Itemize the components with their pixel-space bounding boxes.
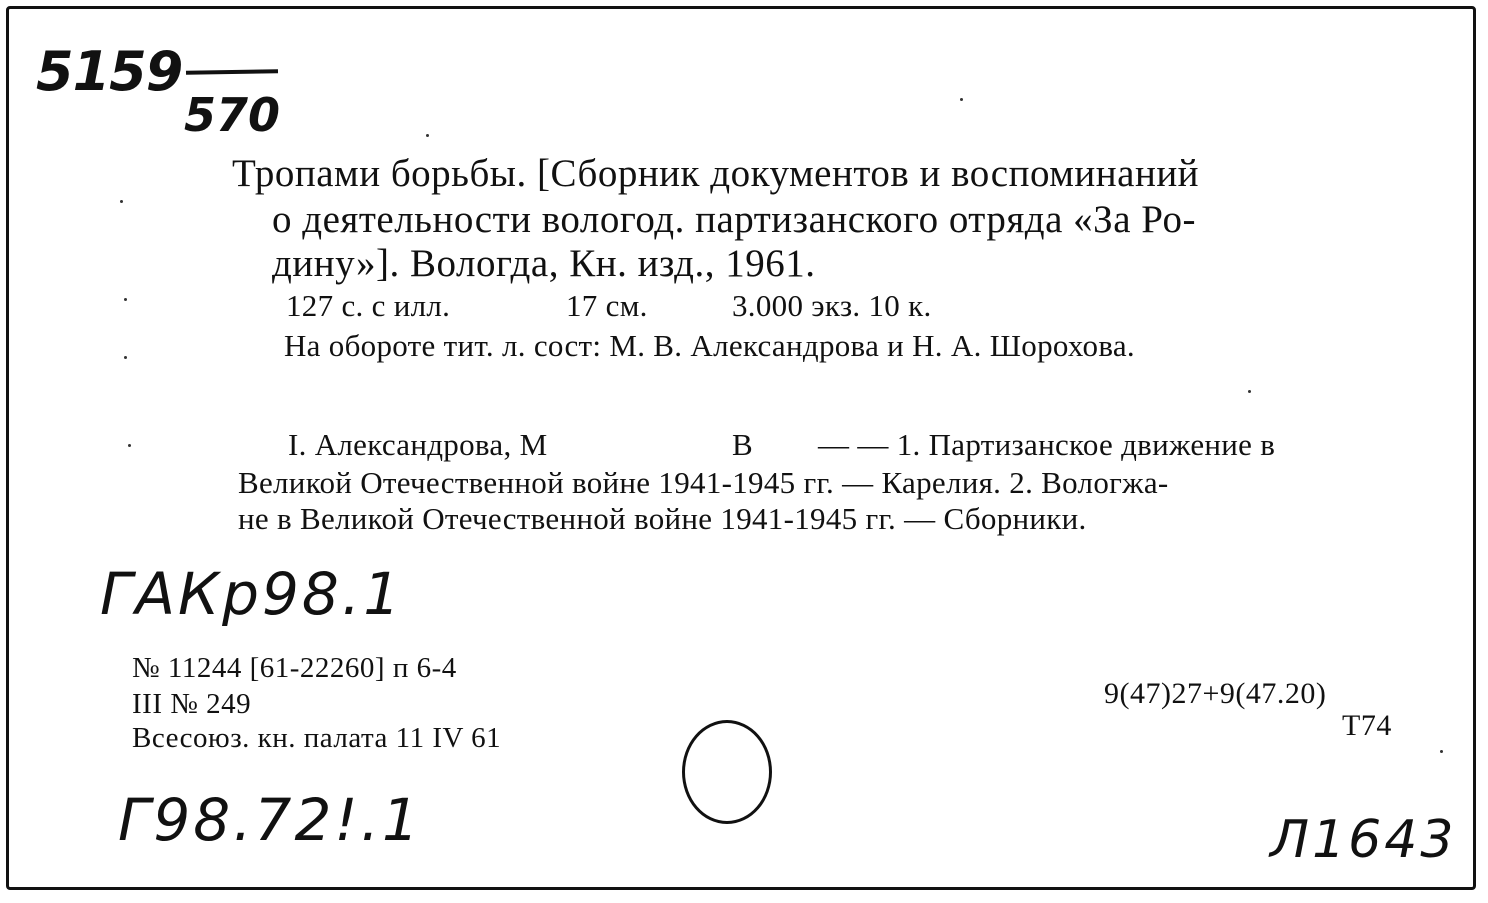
- subject-line-2: Великой Отечественной войне 1941-1945 гг. — Карелия. 2. Вологжа-: [238, 465, 1169, 500]
- title-line-3: дину»]. Вологда, Кн. изд., 1961.: [272, 242, 816, 285]
- inventory-number: 5159: [36, 40, 183, 103]
- subject-author: I. Александрова, М: [288, 427, 548, 462]
- speck: [124, 356, 127, 359]
- inventory-fraction: 570: [184, 88, 281, 142]
- classification-code: 9(47)27+9(47.20): [1104, 677, 1327, 710]
- pages-field: 127 с. с илл.: [286, 288, 451, 323]
- subject-initial: В: [732, 427, 753, 462]
- speck: [124, 298, 127, 301]
- speck: [960, 98, 963, 101]
- title-line-2: о деятельности вологод. партизанского отряда «За Ро-: [272, 198, 1196, 241]
- subject-line-3: не в Великой Отечественной войне 1941-1945 гг. — Сборники.: [238, 501, 1087, 536]
- author-mark: Т74: [1342, 709, 1392, 742]
- stamp-line-1: № 11244 [61-22260] п 6-4: [132, 652, 457, 684]
- speck: [1440, 750, 1443, 753]
- handwritten-code-bottom: Г98.72!.1: [118, 786, 422, 854]
- title-line-1: Тропами борьбы. [Сборник документов и воспоминаний: [232, 152, 1200, 195]
- compilers-note: На обороте тит. л. сост: М. В. Александрова и Н. А. Шорохова.: [284, 328, 1135, 363]
- stamp-line-3: Всесоюз. кн. палата 11 IV 61: [132, 722, 502, 754]
- speck: [1248, 390, 1251, 393]
- speck: [120, 200, 123, 203]
- speck: [128, 444, 131, 447]
- subject-line-1: — — 1. Партизанское движение в: [818, 427, 1276, 462]
- card-hole: [682, 720, 772, 824]
- handwritten-shelf-mark: ГАКр98.1: [100, 560, 404, 628]
- size-field: 17 см.: [566, 288, 648, 323]
- speck: [426, 134, 429, 137]
- stamp-line-2: III № 249: [132, 688, 252, 720]
- handwritten-number-bottom-right: Л1643: [1270, 810, 1457, 870]
- edition-field: 3.000 экз. 10 к.: [732, 288, 932, 323]
